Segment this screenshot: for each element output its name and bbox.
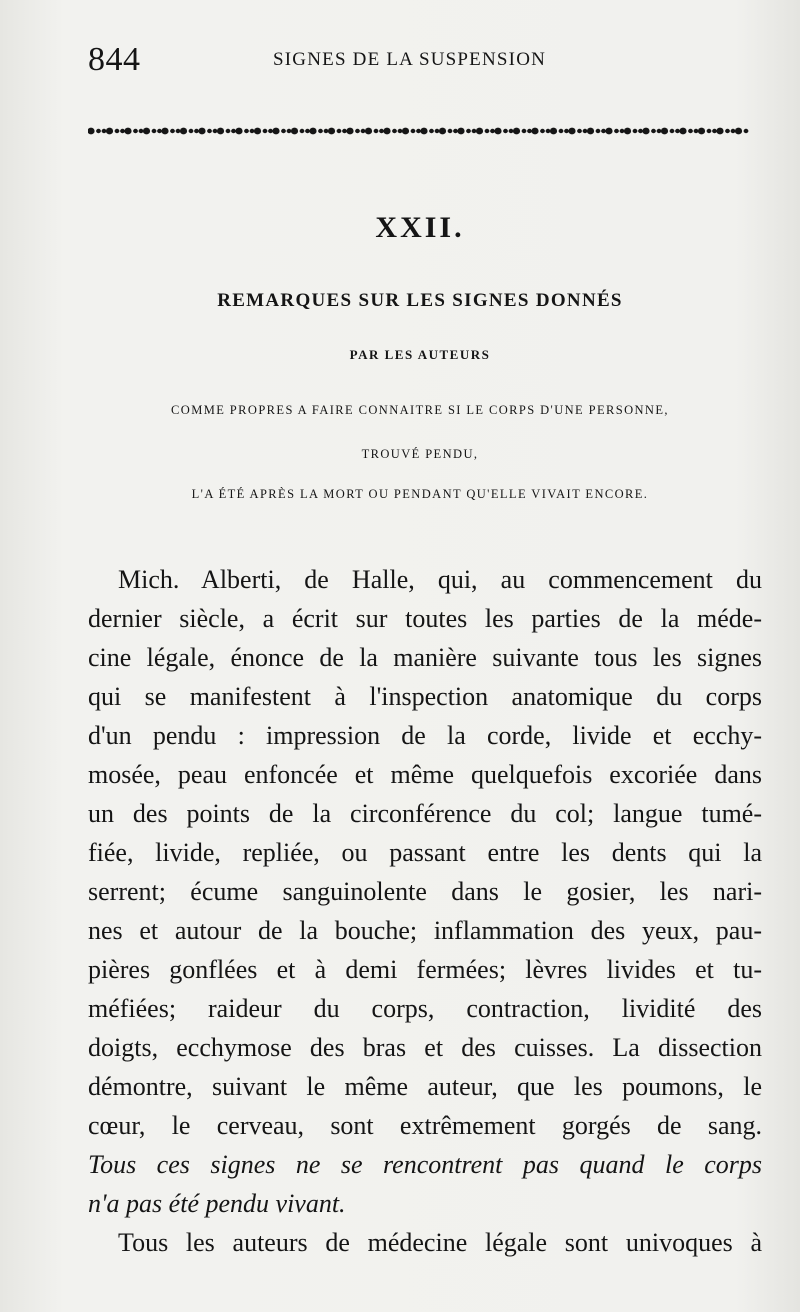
chapter-heading-line: L'A ÉTÉ APRÈS LA MORT OU PENDANT QU'ELLE VIVAIT ENCORE. xyxy=(191,487,649,501)
ornament-dot xyxy=(466,129,471,133)
ornament-dot xyxy=(244,129,249,133)
ornament-dot xyxy=(725,129,730,133)
ornament-dot xyxy=(152,129,157,133)
ornament-dot xyxy=(568,128,575,135)
ornament-dot xyxy=(281,129,286,133)
ornament-dot xyxy=(161,128,168,135)
ornament-dot xyxy=(527,129,532,133)
body-text xyxy=(88,560,762,1262)
ornament-dot xyxy=(213,129,218,133)
ornament-dot xyxy=(355,129,360,133)
body-line: pières gonflées et à demi fermées; lèvres livides et tu- xyxy=(88,955,762,984)
ornament-dot xyxy=(642,128,649,135)
ornament-dot xyxy=(133,129,138,133)
ornament-dot xyxy=(633,129,638,133)
ornament-dot xyxy=(435,129,440,133)
body-line: méfiées; raideur du corps, contraction, lividité des xyxy=(88,994,762,1023)
ornament-dot xyxy=(115,129,120,133)
ornament-dot xyxy=(513,128,520,135)
ornament-dot xyxy=(346,128,353,135)
ornament-dot xyxy=(624,128,631,135)
ornament-dot xyxy=(601,129,606,133)
running-head xyxy=(88,40,760,80)
ornament-dot xyxy=(379,129,384,133)
body-line: d'un pendu : impression de la corde, livide et ecchy- xyxy=(88,721,762,750)
body-line: démontre, suivant le même auteur, que les poumons, le xyxy=(88,1072,762,1101)
body-line: nes et autour de la bouche; inflammation des yeux, pau- xyxy=(88,916,762,945)
ornament-dot xyxy=(494,128,501,135)
ornament-dot xyxy=(189,129,194,133)
ornament-dot xyxy=(207,129,212,133)
ornament-dot xyxy=(124,128,131,135)
ornament-dot xyxy=(337,129,342,133)
body-line: qui se manifestent à l'inspection anatomique du corps xyxy=(88,682,762,711)
ornament-dot xyxy=(698,128,705,135)
ornament-dot xyxy=(439,128,446,135)
ornament-dot xyxy=(490,129,495,133)
body-line-next-paragraph: Tous les auteurs de médecine légale sont univoques à xyxy=(118,1228,762,1257)
ornament-dot xyxy=(735,128,742,135)
ornament-dot xyxy=(170,129,175,133)
ornament-dot xyxy=(217,128,224,135)
ornament-dot xyxy=(226,129,231,133)
body-line: dernier siècle, a écrit sur toutes les parties de la méde- xyxy=(88,604,762,633)
ornament-dot xyxy=(657,129,662,133)
ornament-dot xyxy=(564,129,569,133)
body-line: cœur, le cerveau, sont extrêmement gorgés de sang. xyxy=(88,1111,762,1140)
ornament-dot xyxy=(374,129,379,133)
ornament-dot xyxy=(318,129,323,133)
ornament-dot xyxy=(143,128,150,135)
ornament-dot xyxy=(398,129,403,133)
ornament-dot xyxy=(106,128,113,135)
ornament-dot xyxy=(638,129,643,133)
ornament-dot xyxy=(675,129,680,133)
ornament-dot xyxy=(272,128,279,135)
ornament-dot xyxy=(731,129,736,133)
ornament-dot xyxy=(587,128,594,135)
body-line: mosée, peau enfoncée et même quelquefois excoriée dans xyxy=(88,760,762,789)
ornament-dot xyxy=(707,129,712,133)
ornamental-rule xyxy=(88,125,754,137)
chapter-heading-line: COMME PROPRES A FAIRE CONNAITRE SI LE CORPS D'UNE PERSONNE, xyxy=(171,403,669,417)
ornament-dot xyxy=(620,129,625,133)
ornament-dot xyxy=(263,129,268,133)
ornament-dot xyxy=(88,128,95,135)
ornament-dot xyxy=(614,129,619,133)
ornament-dot xyxy=(509,129,514,133)
ornament-dot xyxy=(503,129,508,133)
ornament-dot xyxy=(402,128,409,135)
ornament-dot xyxy=(596,129,601,133)
ornament-dot xyxy=(540,129,545,133)
ornament-dot xyxy=(324,129,329,133)
ornament-dot xyxy=(744,129,749,133)
ornament-dot xyxy=(139,129,144,133)
ornament-dot xyxy=(577,129,582,133)
ornament-dot xyxy=(716,128,723,135)
chapter-title: REMARQUES SUR LES SIGNES DONNÉS xyxy=(217,290,623,311)
ornament-dot xyxy=(268,129,273,133)
ornament-dot xyxy=(176,129,181,133)
running-title: SIGNES DE LA SUSPENSION xyxy=(273,49,547,70)
ornament-dot xyxy=(287,129,292,133)
ornament-dot xyxy=(457,128,464,135)
chapter-number: XXII. xyxy=(375,211,465,244)
ornament-dot xyxy=(180,128,187,135)
ornament-dot xyxy=(361,129,366,133)
ornament-dot xyxy=(291,128,298,135)
body-line: cine légale, énonce de la manière suivante tous les signes xyxy=(88,643,762,672)
ornament-dot xyxy=(420,128,427,135)
ornament-dot xyxy=(309,128,316,135)
chapter-heading-line: TROUVÉ PENDU, xyxy=(361,447,479,461)
ornament-dot xyxy=(476,128,483,135)
ornament-dot xyxy=(411,129,416,133)
ornament-dot xyxy=(453,129,458,133)
ornament-dot xyxy=(102,129,107,133)
ornament-dot xyxy=(157,129,162,133)
body-line: serrent; écume sanguinolente dans le gosier, les nari- xyxy=(88,877,762,906)
italic-line: n'a pas été pendu vivant. xyxy=(88,1189,346,1218)
ornament-dot xyxy=(383,128,390,135)
ornament-dot xyxy=(305,129,310,133)
ornament-dot xyxy=(120,129,125,133)
ornament-dot xyxy=(661,128,668,135)
chapter-subtitle: PAR LES AUTEURS xyxy=(349,347,491,362)
body-line: un des points de la circonférence du col; langue tumé- xyxy=(88,799,762,828)
ornament-dot xyxy=(712,129,717,133)
ornament-dot xyxy=(694,129,699,133)
ornament-dot xyxy=(254,128,261,135)
ornament-dot xyxy=(485,129,490,133)
ornament-dot xyxy=(605,128,612,135)
ornament-dot xyxy=(679,128,686,135)
ornament-dot xyxy=(96,129,101,133)
ornament-dot xyxy=(198,128,205,135)
ornament-dot xyxy=(448,129,453,133)
ornament-dot xyxy=(531,128,538,135)
body-line: doigts, ecchymose des bras et des cuisses. La dissection xyxy=(88,1033,762,1062)
ornament-dot xyxy=(651,129,656,133)
italic-line: Tous ces signes ne se rencontrent pas quand le corps xyxy=(88,1150,762,1179)
body-line: fiée, livide, repliée, ou passant entre les dents qui la xyxy=(88,838,762,867)
ornament-dot xyxy=(688,129,693,133)
page-number: 844 xyxy=(88,41,141,78)
ornament-dot xyxy=(550,128,557,135)
ornament-dot xyxy=(392,129,397,133)
ornament-dot xyxy=(559,129,564,133)
ornament-dot xyxy=(250,129,255,133)
ornament-dot xyxy=(194,129,199,133)
ornament-dot xyxy=(365,128,372,135)
ornament-dot xyxy=(416,129,421,133)
ornament-dot xyxy=(670,129,675,133)
ornament-dot xyxy=(522,129,527,133)
ornament-dot xyxy=(328,128,335,135)
body-line: Mich. Alberti, de Halle, qui, au commencement du xyxy=(118,565,762,594)
ornament-dot xyxy=(583,129,588,133)
ornament-dot xyxy=(472,129,477,133)
ornament-dot xyxy=(235,128,242,135)
ornament-dot xyxy=(546,129,551,133)
ornament-dot xyxy=(231,129,236,133)
ornament-dot xyxy=(429,129,434,133)
ornament-dot xyxy=(300,129,305,133)
ornament-dot xyxy=(342,129,347,133)
